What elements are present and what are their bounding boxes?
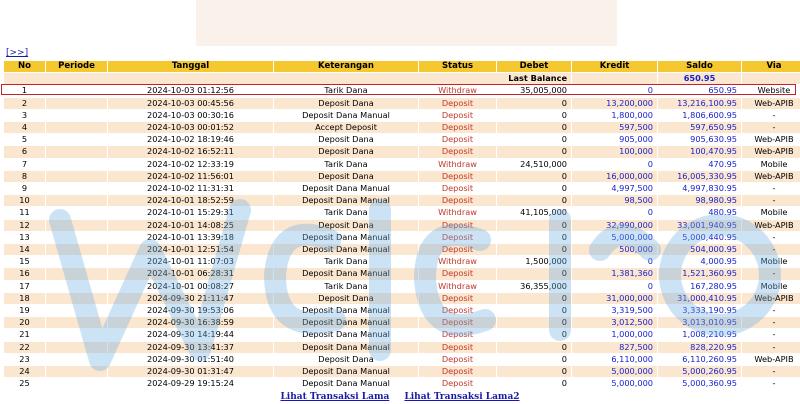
cell-periode <box>46 354 107 365</box>
cell-tanggal: 2024-10-01 11:07:03 <box>108 256 273 267</box>
last-balance-label: Last Balance <box>4 73 571 84</box>
cell-tanggal: 2024-10-01 00:08:27 <box>108 281 273 292</box>
cell-periode <box>46 293 107 304</box>
cell-debet: 36,355,000 <box>497 281 571 292</box>
cell-kredit: 5,000,000 <box>572 366 657 377</box>
cell-keterangan: Deposit Dana Manual <box>274 244 418 255</box>
cell-keterangan: Deposit Dana Manual <box>274 268 418 279</box>
cell-via: Web-APIB <box>742 146 800 157</box>
cell-kredit: 1,000,000 <box>572 329 657 340</box>
cell-keterangan: Deposit Dana Manual <box>274 366 418 377</box>
cell-debet: 0 <box>497 342 571 353</box>
table-header-row <box>4 61 800 72</box>
cell-debet: 0 <box>497 305 571 316</box>
cell-tanggal: 2024-10-03 00:01:52 <box>108 122 273 133</box>
cell-via: - <box>742 342 800 353</box>
cell-status: Withdraw <box>419 281 496 292</box>
cell-tanggal: 2024-09-30 19:53:06 <box>108 305 273 316</box>
cell-kredit: 500,000 <box>572 244 657 255</box>
cell-no: 10 <box>4 195 45 206</box>
col-header-no: No <box>4 61 45 72</box>
cell-status: Deposit <box>419 122 496 133</box>
cell-periode <box>46 171 107 182</box>
cell-tanggal: 2024-10-02 16:52:11 <box>108 146 273 157</box>
cell-debet: 0 <box>497 110 571 121</box>
cell-via: - <box>742 122 800 133</box>
col-header-via: Via <box>742 61 800 72</box>
cell-periode <box>46 329 107 340</box>
cell-no: 2 <box>4 98 45 109</box>
cell-keterangan: Deposit Dana Manual <box>274 317 418 328</box>
cell-tanggal: 2024-10-02 18:19:46 <box>108 134 273 145</box>
cell-no: 9 <box>4 183 45 194</box>
cell-no: 11 <box>4 207 45 218</box>
cell-status: Deposit <box>419 305 496 316</box>
cell-keterangan: Tarik Dana <box>274 256 418 267</box>
cell-saldo: 1,008,210.95 <box>658 329 741 340</box>
cell-debet: 0 <box>497 232 571 243</box>
cell-kredit: 0 <box>572 281 657 292</box>
cell-via: Web-APIB <box>742 293 800 304</box>
cell-kredit: 13,200,000 <box>572 98 657 109</box>
cell-debet: 0 <box>497 171 571 182</box>
table-row <box>4 378 800 389</box>
cell-periode <box>46 281 107 292</box>
cell-status: Deposit <box>419 98 496 109</box>
cell-kredit: 4,997,500 <box>572 183 657 194</box>
table-row <box>4 281 800 292</box>
cell-tanggal: 2024-10-01 15:29:31 <box>108 207 273 218</box>
cell-tanggal: 2024-09-30 13:41:37 <box>108 342 273 353</box>
table-row <box>4 134 800 145</box>
cell-debet: 24,510,000 <box>497 159 571 170</box>
cell-via: Mobile <box>742 281 800 292</box>
table-row <box>4 329 800 340</box>
cell-via: Mobile <box>742 207 800 218</box>
transaction-table <box>3 60 800 390</box>
cell-saldo: 13,216,100.95 <box>658 98 741 109</box>
last-balance-value: 650.95 <box>658 73 741 84</box>
table-row <box>4 305 800 316</box>
col-header-debet: Debet <box>497 61 571 72</box>
cell-status: Deposit <box>419 354 496 365</box>
cell-periode <box>46 122 107 133</box>
table-row <box>4 207 800 218</box>
cell-via: - <box>742 378 800 389</box>
cell-via: Mobile <box>742 256 800 267</box>
cell-kredit: 5,000,000 <box>572 232 657 243</box>
cell-periode <box>46 220 107 231</box>
cell-saldo: 905,630.95 <box>658 134 741 145</box>
cell-saldo: 5,000,360.95 <box>658 378 741 389</box>
cell-no: 23 <box>4 354 45 365</box>
cell-kredit: 1,800,000 <box>572 110 657 121</box>
cell-periode <box>46 256 107 267</box>
cell-tanggal: 2024-09-30 16:38:59 <box>108 317 273 328</box>
table-row <box>4 244 800 255</box>
cell-keterangan: Deposit Dana <box>274 220 418 231</box>
cell-via: - <box>742 232 800 243</box>
table-row <box>4 183 800 194</box>
cell-status: Deposit <box>419 317 496 328</box>
cell-keterangan: Tarik Dana <box>274 85 418 96</box>
cell-status: Deposit <box>419 146 496 157</box>
cell-saldo: 98,980.95 <box>658 195 741 206</box>
cell-keterangan: Deposit Dana <box>274 146 418 157</box>
cell-tanggal: 2024-10-02 12:33:19 <box>108 159 273 170</box>
cell-via: Web-APIB <box>742 220 800 231</box>
cell-tanggal: 2024-10-01 06:28:31 <box>108 268 273 279</box>
table-row <box>4 146 800 157</box>
cell-saldo: 828,220.95 <box>658 342 741 353</box>
cell-saldo: 1,806,600.95 <box>658 110 741 121</box>
cell-tanggal: 2024-10-02 11:31:31 <box>108 183 273 194</box>
cell-kredit: 3,012,500 <box>572 317 657 328</box>
cell-saldo: 33,001,940.95 <box>658 220 741 231</box>
cell-debet: 0 <box>497 244 571 255</box>
cell-via: - <box>742 268 800 279</box>
cell-debet: 0 <box>497 220 571 231</box>
cell-no: 15 <box>4 256 45 267</box>
cell-via: Web-APIB <box>742 134 800 145</box>
cell-via: - <box>742 366 800 377</box>
cell-via: - <box>742 195 800 206</box>
cell-no: 24 <box>4 366 45 377</box>
cell-keterangan: Tarik Dana <box>274 281 418 292</box>
cell-saldo: 4,997,830.95 <box>658 183 741 194</box>
footer-links <box>0 392 800 402</box>
cell-keterangan: Deposit Dana Manual <box>274 110 418 121</box>
cell-kredit: 6,110,000 <box>572 354 657 365</box>
cell-kredit: 16,000,000 <box>572 171 657 182</box>
cell-keterangan: Deposit Dana <box>274 171 418 182</box>
cell-debet: 35,005,000 <box>497 85 571 96</box>
table-row <box>4 354 800 365</box>
cell-no: 16 <box>4 268 45 279</box>
cell-saldo: 480.95 <box>658 207 741 218</box>
cell-tanggal: 2024-10-01 13:39:18 <box>108 232 273 243</box>
table-row <box>4 293 800 304</box>
cell-keterangan: Deposit Dana Manual <box>274 378 418 389</box>
cell-tanggal: 2024-10-02 11:56:01 <box>108 171 273 182</box>
cell-no: 5 <box>4 134 45 145</box>
last-balance-spacer <box>572 73 657 84</box>
cell-saldo: 6,110,260.95 <box>658 354 741 365</box>
cell-via: - <box>742 244 800 255</box>
cell-keterangan: Deposit Dana Manual <box>274 183 418 194</box>
cell-periode <box>46 195 107 206</box>
cell-debet: 0 <box>497 134 571 145</box>
cell-periode <box>46 85 107 96</box>
cell-tanggal: 2024-10-01 18:52:59 <box>108 195 273 206</box>
cell-keterangan: Tarik Dana <box>274 207 418 218</box>
table-row <box>4 122 800 133</box>
cell-no: 20 <box>4 317 45 328</box>
cell-via: Web-APIB <box>742 98 800 109</box>
cell-saldo: 3,333,190.95 <box>658 305 741 316</box>
table-row <box>4 195 800 206</box>
cell-status: Deposit <box>419 366 496 377</box>
cell-saldo: 597,650.95 <box>658 122 741 133</box>
cell-saldo: 31,000,410.95 <box>658 293 741 304</box>
cell-keterangan: Deposit Dana Manual <box>274 305 418 316</box>
cell-periode <box>46 342 107 353</box>
cell-tanggal: 2024-09-29 19:15:24 <box>108 378 273 389</box>
cell-via: - <box>742 110 800 121</box>
cell-status: Deposit <box>419 171 496 182</box>
cell-no: 1 <box>4 85 45 96</box>
col-header-tanggal: Tanggal <box>108 61 273 72</box>
col-header-status: Status <box>419 61 496 72</box>
table-row <box>4 110 800 121</box>
cell-kredit: 32,990,000 <box>572 220 657 231</box>
table-row <box>4 366 800 377</box>
cell-keterangan: Deposit Dana Manual <box>274 232 418 243</box>
cell-saldo: 504,000.95 <box>658 244 741 255</box>
table-row <box>4 256 800 267</box>
cell-no: 13 <box>4 232 45 243</box>
cell-kredit: 905,000 <box>572 134 657 145</box>
cell-saldo: 3,013,010.95 <box>658 317 741 328</box>
table-row <box>4 268 800 279</box>
col-header-keterangan: Keterangan <box>274 61 418 72</box>
cell-saldo: 650.95 <box>658 85 741 96</box>
old-transactions-link[interactable]: Lihat Transaksi Lama <box>280 392 390 402</box>
cell-periode <box>46 183 107 194</box>
cell-kredit: 0 <box>572 85 657 96</box>
cell-no: 3 <box>4 110 45 121</box>
cell-debet: 0 <box>497 317 571 328</box>
cell-via: - <box>742 305 800 316</box>
cell-via: - <box>742 183 800 194</box>
cell-debet: 0 <box>497 195 571 206</box>
cell-no: 4 <box>4 122 45 133</box>
cell-periode <box>46 268 107 279</box>
cell-debet: 1,500,000 <box>497 256 571 267</box>
col-header-saldo: Saldo <box>658 61 741 72</box>
cell-no: 22 <box>4 342 45 353</box>
cell-no: 19 <box>4 305 45 316</box>
cell-tanggal: 2024-10-03 00:30:16 <box>108 110 273 121</box>
cell-periode <box>46 159 107 170</box>
cell-tanggal: 2024-10-01 12:51:54 <box>108 244 273 255</box>
cell-status: Deposit <box>419 110 496 121</box>
cell-periode <box>46 146 107 157</box>
cell-tanggal: 2024-10-01 14:08:25 <box>108 220 273 231</box>
cell-no: 17 <box>4 281 45 292</box>
cell-no: 12 <box>4 220 45 231</box>
cell-periode <box>46 378 107 389</box>
cell-kredit: 0 <box>572 207 657 218</box>
cell-kredit: 827,500 <box>572 342 657 353</box>
cell-tanggal: 2024-10-03 00:45:56 <box>108 98 273 109</box>
cell-status: Deposit <box>419 342 496 353</box>
table-row <box>4 342 800 353</box>
cell-status: Deposit <box>419 329 496 340</box>
top-banner <box>196 0 617 46</box>
cell-debet: 0 <box>497 146 571 157</box>
cell-status: Deposit <box>419 268 496 279</box>
table-row <box>4 159 800 170</box>
table-row <box>4 317 800 328</box>
cell-keterangan: Deposit Dana <box>274 293 418 304</box>
cell-debet: 0 <box>497 183 571 194</box>
cell-keterangan: Deposit Dana Manual <box>274 329 418 340</box>
cell-status: Deposit <box>419 293 496 304</box>
cell-status: Deposit <box>419 134 496 145</box>
cell-keterangan: Deposit Dana <box>274 134 418 145</box>
cell-keterangan: Tarik Dana <box>274 159 418 170</box>
cell-periode <box>46 207 107 218</box>
cell-status: Withdraw <box>419 159 496 170</box>
last-balance-spacer-end <box>742 73 800 84</box>
cell-no: 7 <box>4 159 45 170</box>
last-balance-row <box>4 73 800 84</box>
cell-debet: 0 <box>497 98 571 109</box>
cell-kredit: 597,500 <box>572 122 657 133</box>
cell-via: - <box>742 329 800 340</box>
cell-status: Deposit <box>419 220 496 231</box>
cell-via: Website <box>742 85 800 96</box>
cell-no: 21 <box>4 329 45 340</box>
cell-periode <box>46 134 107 145</box>
cell-saldo: 167,280.95 <box>658 281 741 292</box>
cell-status: Withdraw <box>419 207 496 218</box>
cell-periode <box>46 305 107 316</box>
cell-periode <box>46 98 107 109</box>
col-header-kredit: Kredit <box>572 61 657 72</box>
cell-debet: 0 <box>497 366 571 377</box>
table-row <box>4 98 800 109</box>
cell-status: Deposit <box>419 195 496 206</box>
cell-periode <box>46 232 107 243</box>
cell-kredit: 98,500 <box>572 195 657 206</box>
cell-no: 25 <box>4 378 45 389</box>
cell-keterangan: Deposit Dana <box>274 98 418 109</box>
cell-keterangan: Deposit Dana Manual <box>274 342 418 353</box>
col-header-periode: Periode <box>46 61 107 72</box>
cell-periode <box>46 110 107 121</box>
cell-saldo: 5,000,440.95 <box>658 232 741 243</box>
cell-kredit: 1,381,360 <box>572 268 657 279</box>
cell-saldo: 4,000.95 <box>658 256 741 267</box>
cell-debet: 0 <box>497 293 571 304</box>
cell-kredit: 100,000 <box>572 146 657 157</box>
cell-saldo: 5,000,260.95 <box>658 366 741 377</box>
cell-no: 14 <box>4 244 45 255</box>
cell-status: Withdraw <box>419 256 496 267</box>
cell-keterangan: Accept Deposit <box>274 122 418 133</box>
cell-status: Deposit <box>419 232 496 243</box>
cell-status: Withdraw <box>419 85 496 96</box>
cell-tanggal: 2024-10-03 01:12:56 <box>108 85 273 96</box>
cell-no: 18 <box>4 293 45 304</box>
next-page-link[interactable]: [>>] <box>6 48 29 58</box>
cell-via: Web-APIB <box>742 171 800 182</box>
old-transactions-2-link[interactable]: Lihat Transaksi Lama2 <box>404 392 520 402</box>
cell-saldo: 100,470.95 <box>658 146 741 157</box>
cell-periode <box>46 244 107 255</box>
cell-kredit: 0 <box>572 256 657 267</box>
cell-status: Deposit <box>419 244 496 255</box>
cell-keterangan: Deposit Dana <box>274 354 418 365</box>
cell-debet: 0 <box>497 329 571 340</box>
cell-via: Web-APIB <box>742 354 800 365</box>
cell-tanggal: 2024-09-30 01:31:47 <box>108 366 273 377</box>
cell-debet: 0 <box>497 122 571 133</box>
cell-tanggal: 2024-09-30 01:51:40 <box>108 354 273 365</box>
cell-debet: 0 <box>497 378 571 389</box>
cell-keterangan: Deposit Dana Manual <box>274 195 418 206</box>
cell-via: - <box>742 317 800 328</box>
cell-status: Deposit <box>419 183 496 194</box>
cell-no: 6 <box>4 146 45 157</box>
table-row <box>4 171 800 182</box>
cell-debet: 0 <box>497 354 571 365</box>
table-row <box>4 85 800 96</box>
table-row <box>4 232 800 243</box>
table-row <box>4 220 800 231</box>
cell-kredit: 3,319,500 <box>572 305 657 316</box>
cell-no: 8 <box>4 171 45 182</box>
cell-saldo: 470.95 <box>658 159 741 170</box>
cell-kredit: 0 <box>572 159 657 170</box>
cell-saldo: 1,521,360.95 <box>658 268 741 279</box>
cell-kredit: 31,000,000 <box>572 293 657 304</box>
cell-tanggal: 2024-09-30 14:19:44 <box>108 329 273 340</box>
cell-tanggal: 2024-09-30 21:11:47 <box>108 293 273 304</box>
cell-debet: 41,105,000 <box>497 207 571 218</box>
cell-kredit: 5,000,000 <box>572 378 657 389</box>
cell-saldo: 16,005,330.95 <box>658 171 741 182</box>
cell-debet: 0 <box>497 268 571 279</box>
cell-status: Deposit <box>419 378 496 389</box>
cell-periode <box>46 317 107 328</box>
cell-periode <box>46 366 107 377</box>
cell-via: Mobile <box>742 159 800 170</box>
